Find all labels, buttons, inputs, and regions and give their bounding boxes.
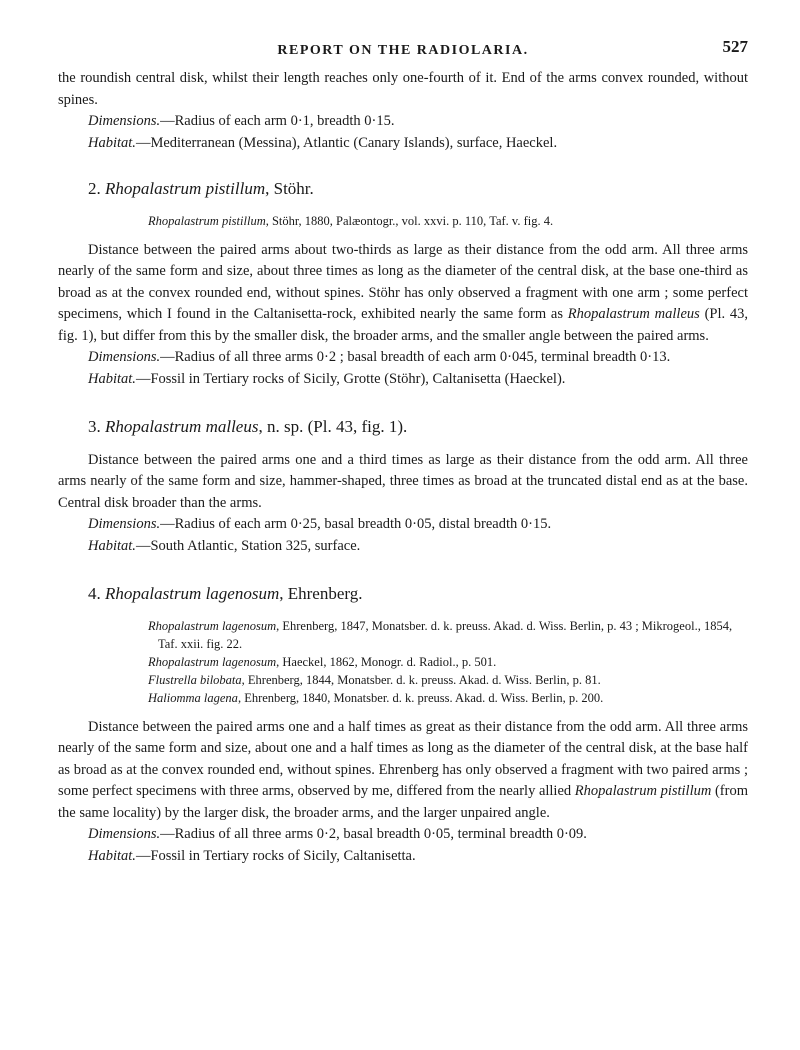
page-number: 527: [722, 37, 748, 56]
sp3-description: Distance between the paired arms one and a third times as large as their distance from the odd arm. All three arms nearly of the same form and size, hammer-shaped, three times as broad at the truncated distal end as at the base. Central disk broader than the arms.: [58, 451, 748, 511]
habitat-label: Habitat.: [88, 370, 136, 387]
header-title: REPORT ON THE RADIOLARIA.: [277, 43, 529, 58]
species-number: 2.: [88, 179, 101, 198]
synonym-text: , Ehrenberg, 1840, Monatsber. d. k. preuss. Akad. d. Wiss. Berlin, p. 200.: [237, 690, 604, 705]
sp4-dimensions: [58, 824, 748, 846]
synonym-text: , Stöhr, 1880, Palæontogr., vol. xxvi. p. 110, Taf. v. fig. 4.: [265, 213, 554, 228]
synonym-entry: [58, 212, 748, 230]
dimensions-text: —Radius of all three arms 0·2, basal breadth 0·05, terminal breadth 0·09.: [160, 826, 587, 842]
sp3-heading: [88, 416, 748, 438]
habitat-label: Habitat.: [88, 134, 136, 151]
species-name: Rhopalastrum lagenosum: [105, 584, 280, 603]
synonym-entry: [58, 653, 748, 671]
species-author: , Ehrenberg.: [279, 584, 363, 603]
synonym-entry: [58, 689, 748, 707]
species-number: 4.: [88, 584, 101, 603]
habitat-label: Habitat.: [88, 537, 136, 554]
synonym-name: Rhopalastrum lagenosum: [148, 618, 277, 633]
synonym-entry: [58, 671, 748, 689]
synonym-name: Haliomma lagena: [148, 690, 238, 705]
sp3-dimensions: [58, 514, 748, 536]
dimensions-text: —Radius of each arm 0·25, basal breadth 0·05, distal breadth 0·15.: [160, 516, 552, 532]
sp2-heading: [88, 178, 748, 200]
habitat-text: —Fossil in Tertiary rocks of Sicily, Grotte (Stöhr), Caltanisetta (Haeckel).: [135, 370, 566, 387]
dimensions-text: —Radius of all three arms 0·2 ; basal breadth of each arm 0·045, terminal breadth 0·13.: [160, 349, 671, 365]
sp3-habitat: [58, 536, 748, 558]
species-author: , n. sp. (Pl. 43, fig. 1).: [258, 417, 408, 436]
synonym-entry: [58, 617, 748, 653]
sp4-description: Distance between the paired arms one and a half times as great as their distance from the odd arm. All three arms nearly of the same form and size, about one and a half times as long as the diameter of the central disk, at the base half as broad as at the convex rounded end, without spines. Ehrenberg has only observed a fragment with two paired arms ; some perfect specimens with three arms, observed by me, differed from the nearly allied Rhopalastrum pistillum (from the same locality) by the larger disk, the broader arms, and the larger unpaired angle.: [58, 718, 748, 821]
sp2-dimensions: [58, 347, 748, 369]
dimensions-text: —Radius of each arm 0·1, breadth 0·15.: [160, 113, 395, 129]
habitat-text: —South Atlantic, Station 325, surface.: [135, 537, 361, 554]
continuation-paragraph: the roundish central disk, whilst their length reaches only one-fourth of it. End of the arms convex rounded, without spines.: [58, 70, 748, 108]
cross-reference-species: Rhopalastrum pistillum: [574, 783, 712, 799]
dimensions-label: Dimensions.: [88, 516, 161, 532]
dimensions-label: Dimensions.: [88, 113, 161, 129]
synonym-text: , Ehrenberg, 1844, Monatsber. d. k. preuss. Akad. d. Wiss. Berlin, p. 81.: [241, 672, 601, 687]
synonym-text: , Ehrenberg, 1847, Monatsber. d. k. preuss. Akad. d. Wiss. Berlin, p. 43 ; Mikrogeol., 1854, Taf. xxii. fig. 22.: [158, 618, 733, 651]
habitat-label: Habitat.: [88, 847, 136, 864]
running-header: [58, 37, 748, 68]
species-name: Rhopalastrum malleus: [105, 417, 259, 436]
synonym-name: Flustrella bilobata: [148, 672, 242, 687]
species-name: Rhopalastrum pistillum: [105, 179, 266, 198]
sp4-heading: [88, 583, 748, 605]
habitat-text: —Mediterranean (Messina), Atlantic (Canary Islands), surface, Haeckel.: [135, 134, 558, 151]
synonym-name: Rhopalastrum lagenosum: [148, 654, 277, 669]
sp4-habitat: [58, 846, 748, 868]
cross-reference-species: Rhopalastrum malleus: [567, 306, 700, 322]
sp1-dimensions: [58, 111, 748, 133]
sp2-synonymy: [58, 212, 748, 230]
synonym-name: Rhopalastrum pistillum: [148, 213, 266, 228]
sp1-habitat: [58, 133, 748, 155]
sp2-habitat: [58, 369, 748, 391]
dimensions-label: Dimensions.: [88, 349, 161, 365]
species-number: 3.: [88, 417, 101, 436]
synonym-text: , Haeckel, 1862, Monogr. d. Radiol., p. 501.: [276, 654, 497, 669]
species-author: , Stöhr.: [265, 179, 314, 198]
page: [58, 37, 749, 867]
dimensions-label: Dimensions.: [88, 826, 161, 842]
habitat-text: —Fossil in Tertiary rocks of Sicily, Caltanisetta.: [135, 847, 416, 864]
sp4-synonymy: [58, 617, 748, 707]
sp2-description: Distance between the paired arms about two-thirds as large as their distance from the odd arm. All three arms nearly of the same form and size, about three times as long as the diameter of the central disk, at the base one-third as broad as at the convex rounded end, without spines. Stöhr has only observed a fragment with one arm ; some perfect specimens, which I found in the Caltanisetta-rock, exhibited nearly the same form as Rhopalastrum malleus (Pl. 43, fig. 1), but differ from this by the smaller disk, the broader arms, and the smaller angle between the paired arms.: [58, 241, 749, 344]
